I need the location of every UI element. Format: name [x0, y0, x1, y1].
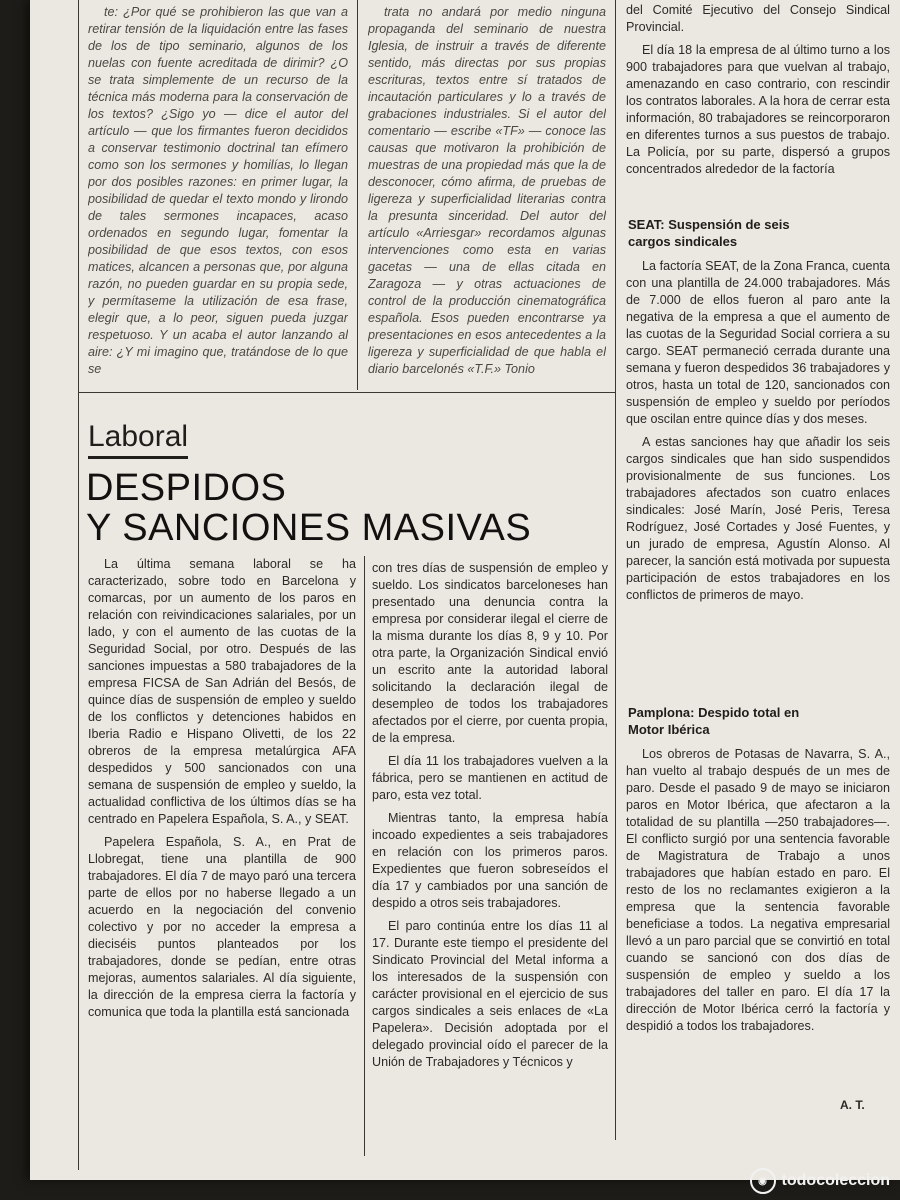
pamplona-text	[626, 746, 890, 1096]
column-rule-left	[78, 0, 79, 1170]
author-signature: A. T.	[840, 1098, 865, 1112]
magazine-page	[30, 0, 900, 1180]
top-commentary-col2	[368, 4, 606, 388]
watermark-logo-icon: ◉	[750, 1168, 776, 1194]
article-col1	[88, 556, 356, 1152]
column-rule-article-middle	[364, 556, 365, 1156]
paragraph: El paro continúa entre los días 11 al 17. Durante este tiempo el presidente del Sindicato Provincial del Metal informa a los interesados de la suspensión con carácter provisional en el ejercicio de sus cargos sindicales a seis enlaces de «La Papelera». Decisión adoptada por el delegado provincial oído el parecer de la Unión de Trabajadores y Técnicos y	[372, 919, 608, 1069]
paragraph: El día 11 los trabajadores vuelven a la fábrica, pero se mantienen en actitud de paro, esta vez total.	[372, 754, 608, 802]
paragraph: La factoría SEAT, de la Zona Franca, cuenta con una plantilla de 24.000 trabajadores. Más de 7.000 de ellos fueron al paro ante la negativa de la empresa a que el aumento de las cuotas de la Seguridad Social corriera a su cargo. SEAT permaneció cerrada durante una semana y fueron despedidos 36 trabajadores y otros, hasta un total de 120, sancionados con suspensión de empleo y sueldo por períodos que oscilan entre quince días y dos meses.	[626, 259, 890, 426]
site-watermark	[750, 1168, 890, 1194]
article-headline	[86, 468, 606, 548]
article-col2	[372, 560, 608, 1152]
seat-heading: SEAT: Suspensión de seis cargos sindicales	[628, 217, 790, 249]
paragraph: A estas sanciones hay que añadir los seis cargos sindicales que han sido suspendidos provisionalmente de sus funciones. Los trabajadores afectados son cuatro enlaces sindicales: José Marín, José Peris, Teresa Rodríguez, José Cortades y José Fuentes, y un jurado de empresa, Agustín Alonso. Al parecer, la sanción está motivada por supuesta participación de estos trabajadores en los conflictos de primeros de mayo.	[626, 435, 890, 602]
paragraph: Los obreros de Potasas de Navarra, S. A., han vuelto al trabajo después de un mes de paro. Desde el pasado 9 de mayo se iniciaron paros en Motor Ibérica, que afectaron a la totalidad de su plantilla —250 trabajadores—. El conflicto surgió por una sentencia favorable de Magistratura de Trabajo a unos trabajadores que habían estado en paro. El resto de los no reclamantes exigieron a la empresa que la sentencia favorable beneficiase a todos. La negativa empresarial llevó a un paro parcial que se convirtió en total cuando se sancionó con dos días de suspensión de empleo y sueldo a los trabajadores del taller en paro. El día 17 la dirección de Motor Ibérica cerró la factoría y despidió a todos los trabajadores.	[626, 747, 890, 1033]
top-commentary-col1	[88, 4, 348, 388]
headline-line-1: DESPIDOS	[86, 467, 287, 509]
paragraph: La última semana laboral se ha caracterizado, sobre todo en Barcelona y comarcas, por un aumento de los paros en relación con reivindicaciones salariales, por un lado, y con el aumento de las cuotas de la Seguridad Social, por otro. Después de las sanciones impuestas a 580 trabajadores de la empresa FICSA de San Adrián del Besós, de quince días de suspensión de empleo y sueldo de los conflictos y detenciones habidos en Iberia Radio e Hispano Olivetti, de los 22 obreros de la empresa metalúrgica AFA despedidos y 500 sancionados con una semana de suspensión de empleo y sueldo, la actualidad conflictiva de los últimos días se ha centrado en Papelera Española, S. A., y SEAT.	[88, 557, 356, 826]
paragraph: te: ¿Por qué se prohibieron las que van a retirar tensión de la liquidación entre las fases de los de tipo seminario, algunos de los nuelas con fuente acreditada de dirimir? ¿O se trata simplemente de un recurso de la técnica más moderna para la conservación de los textos? ¿Sigo yo — dice el autor del artículo — que los firmantes fueron decididos a conservar testimonio doctrinal tan efímero como son los sermones y homilías, lo llegan por dos posibles razones: en primer lugar, la posibilidad de quedar el texto mondo y lirondo de tales sermones incapaces, acaso ordenados en segundo lugar, fomentar la posibilidad de que esos textos, con esos matices, alcancen a personas que, por alguna razón, no pueden guardar en su propia sede, y permítaseme la utilización de esa frase, elegir que, a lo peor, siguen pueda juzgar respetuoso. Y un acaba el autor lanzando al aire: ¿Y mi imagino que, tratándose de lo que se	[88, 5, 348, 376]
pamplona-heading: Pamplona: Despido total en Motor Ibérica	[628, 705, 800, 737]
paragraph: Papelera Española, S. A., en Prat de Llobregat, tiene una plantilla de 900 trabajadores. El día 7 de mayo paró una tercera parte de ellos por no haberse llegado a un acuerdo en la negociación del convenio colectivo y por no acceder la empresa a dieciséis puntos planteados por los trabajadores, donde se pedían, entre otras mejoras, aumentos salariales. Al día siguiente, la dirección de la empresa cierra la factoría y comunica que toda la plantilla está sancionada	[88, 835, 356, 1019]
box-rule-bottom	[78, 392, 615, 393]
paragraph: Mientras tanto, la empresa había incoado expedientes a seis trabajadores en relación con los primeros paros. Expedientes que fueron sobreseídos el día 17 y cambiados por una sanción de despido a otros seis trabajadores.	[372, 811, 608, 910]
right-top-text	[626, 2, 890, 188]
paragraph: del Comité Ejecutivo del Consejo Sindical Provincial.	[626, 3, 890, 34]
column-rule-top-middle	[357, 0, 358, 390]
paragraph: El día 18 la empresa de al último turno a los 900 trabajadores para que vuelvan al trabajo, amenazando en caso contrario, con rescindir los contratos laborales. A la hora de cerrar esta información, 80 trabajadores se reincorporaron en diferentes turnos a sus puestos de trabajo. La Policía, por su parte, dispersó a grupos concentrados alrededor de la factoría	[626, 43, 890, 176]
paragraph: trata no andará por medio ninguna propaganda del seminario de nuestra Iglesia, de instruir a través de diferente sentido, más directas por sus propias escrituras, textos entre sí tratados de incautación particulares y lo a través de grabaciones industriales. Si el autor del comentario — escribe «TF» — conoce las causas que motivaron la prohibición de muestras de una propiedad más que la de desconocer, cómo afirma, de pruebas de ligereza y superficialidad literarias contra la presunta sinceridad. Del autor del artículo «Arriesgar» recordamos algunas intervenciones como esta en varias gacetas — una de ellas citada en Zaragoza — y otras actuaciones de control de la producción cinematográfica española. Esos pueden encontrarse ya presentaciones en esos antecedentes a la ligereza y superficialidad de que habla el diario barcelonés «T.F.» Tonio	[368, 5, 606, 376]
seat-text	[626, 258, 890, 668]
section-label: Laboral	[88, 420, 188, 459]
watermark-text: todocoleccion	[781, 1172, 890, 1189]
paragraph: con tres días de suspensión de empleo y sueldo. Los sindicatos barceloneses han presentado una denuncia contra la empresa por considerar ilegal el cierre de la misma durante los días 8, 9 y 10. Por otra parte, la Organización Sindical envió un escrito ante la autoridad laboral solicitando la declaración ilegal de desempleo de todos los trabajadores afectados por el cierre, por cuenta propia, de la empresa.	[372, 561, 608, 745]
column-rule-right	[615, 0, 616, 1140]
headline-line-2: Y SANCIONES MASIVAS	[86, 507, 532, 549]
